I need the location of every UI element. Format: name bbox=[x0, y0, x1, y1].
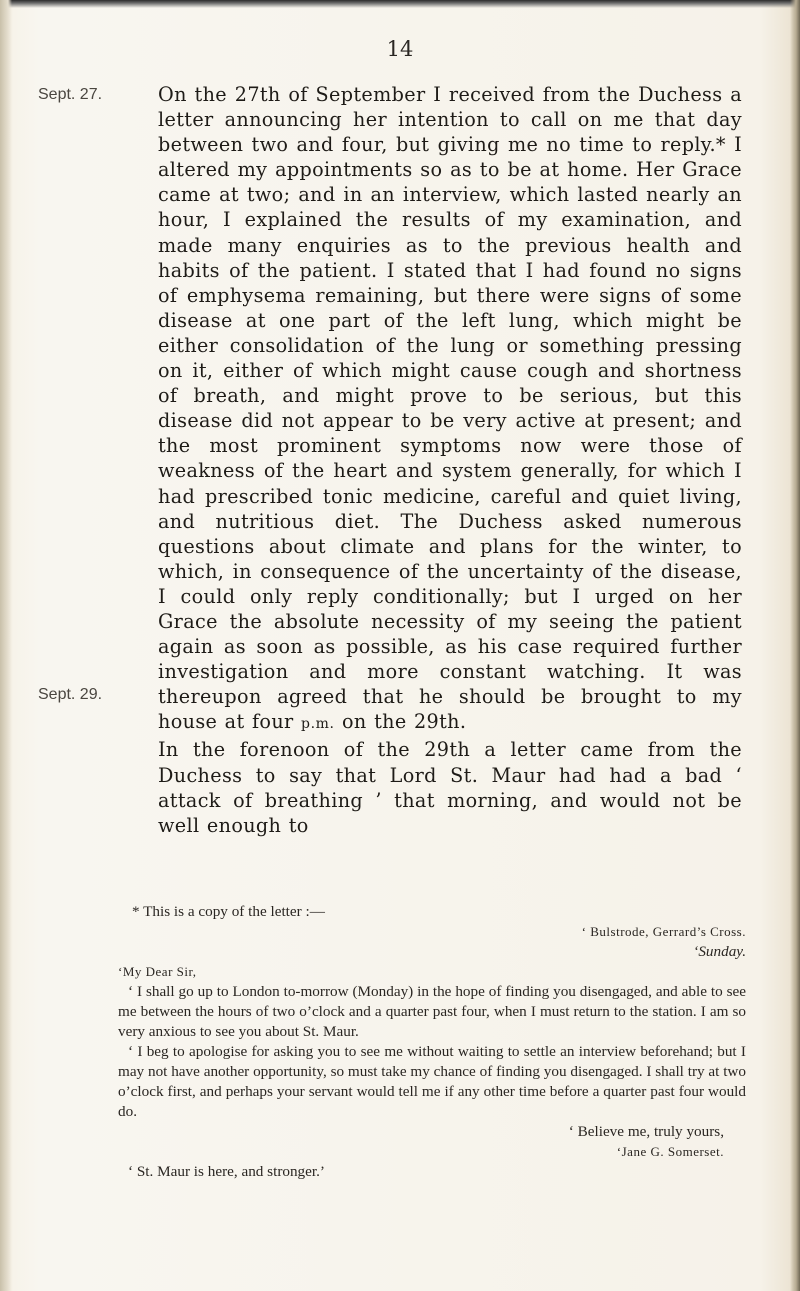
page-number: 14 bbox=[386, 37, 414, 61]
footnote-letter bbox=[118, 902, 746, 1182]
letter-closing: ‘ Believe me, truly yours, bbox=[568, 1123, 724, 1140]
paragraph-text: On the 27th of September I received from the Duchess a letter announcing her intention to call on me that day between two and four, but giving me no time to reply.* I altered my appointments so as to be at home. Her Grace came at two; and in an interview, which lasted nearly an hour, I explained the results of my examination, and made many enquiries as to the previous health and habits of the patient. I stated that I had found no signs of emphysema remaining, but there were signs of some disease at one part of the left lung, which might be either consolidation of the lung or something pressing on it, either of which might cause cough and shortness of breath, and might prove to be serious, but this disease did not appear to be very active at present; and the most prominent symptoms now were those of weakness of the heart and system generally, for which I had prescribed tonic medicine, careful and quiet living, and nutritious diet. The Duchess asked numerous questions about climate and plans for the winter, to which, in consequence of the uncertainty of the disease, I could only reply conditionally; but I urged on her Grace the absolute necessity of my seeing the patient again as soon as possible, as his case required further investigation and more constant watching. It was thereupon agreed that he should be brought to my house at four bbox=[158, 83, 742, 734]
main-text bbox=[158, 82, 742, 838]
paragraph-text-end: on the 29th. bbox=[342, 710, 467, 734]
margin-note-sept-27: Sept. 27. bbox=[38, 86, 103, 103]
paragraph-sept-27 bbox=[158, 82, 742, 737]
time-pm: p.m. bbox=[301, 716, 335, 733]
page-top-shadow bbox=[0, 0, 800, 8]
page-left-edge bbox=[0, 0, 12, 1291]
letter-paragraph-2: ‘ I beg to apologise for asking you to see me without waiting to settle an interview beforehand; but I may not have another opportunity, so must take my chance of finding you disengaged. I shall try at two o’clock first, and perhaps your servant would tell me if any other time before a quarter past four would do. bbox=[118, 1043, 746, 1120]
footnote-intro: * This is a copy of the letter :— bbox=[132, 903, 325, 920]
paragraph-sept-29: In the forenoon of the 29th a letter came from the Duchess to say that Lord St. Maur had had a bad ‘ attack of breathing ’ that morning, and would not be well enough to bbox=[158, 738, 742, 837]
letter-postscript: ‘ St. Maur is here, and stronger.’ bbox=[128, 1163, 325, 1180]
margin-note-sept-29: Sept. 29. bbox=[38, 686, 103, 703]
letter-day: ‘Sunday. bbox=[693, 943, 746, 960]
letter-signature: ‘Jane G. Somerset. bbox=[616, 1144, 724, 1159]
letter-salutation: ‘My Dear Sir, bbox=[118, 964, 197, 979]
letter-paragraph-1: ‘ I shall go up to London to-morrow (Monday) in the hope of finding you disengaged, and able to see me between the hours of two o’clock and a quarter past four, when I must return to the station. I am so very anxious to see you about St. Maur. bbox=[118, 983, 746, 1040]
letter-address: ‘ Bulstrode, Gerrard’s Cross. bbox=[581, 924, 746, 939]
page-right-edge bbox=[790, 0, 800, 1291]
